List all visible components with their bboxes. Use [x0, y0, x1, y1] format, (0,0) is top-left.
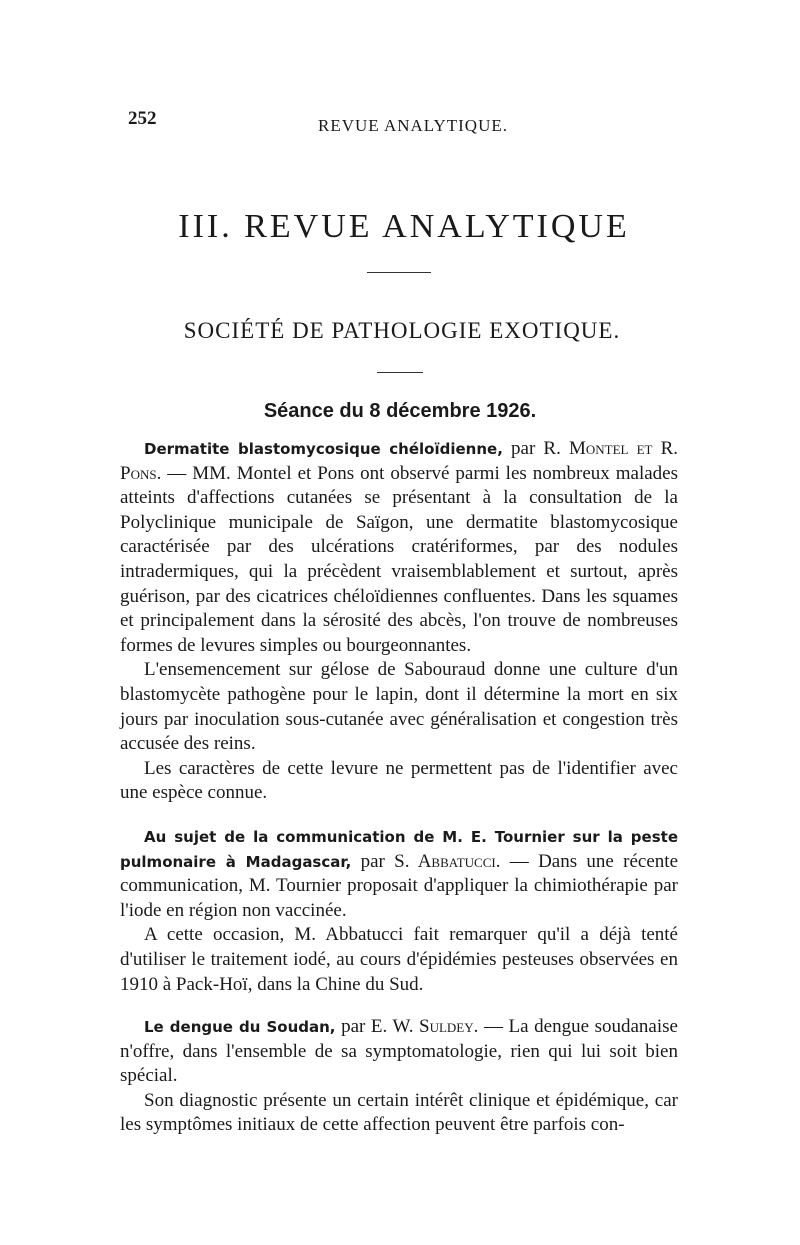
article-peste	[120, 825, 678, 997]
article-title: Au sujet de la communication de M. E. Tournier sur la peste pulmonaire à Madagascar,	[120, 828, 678, 871]
article-dermatite	[120, 437, 678, 806]
article-paragraph: A cette occasion, M. Abbatucci fait remarquer qu'il a déjà tenté d'utiliser le traitement iodé, au cours d'épidémies pesteuses observées en 1910 à Pack-Hoï, dans la Chine du Sud.	[120, 924, 678, 995]
page-number: 252	[128, 108, 157, 129]
title-divider	[367, 272, 431, 273]
session-date: Séance du 8 décembre 1926.	[263, 400, 537, 422]
article-by: par	[502, 438, 544, 459]
article-authors: R. Montel et R. Pons.	[120, 438, 679, 484]
article-text: — MM. Montel et Pons ont observé parmi les nombreux malades atteints d'affections cutanées se présentant à la consultation de la Polyclinique municipale de Saïgon, une dermatite blastomycosique caractérisée par des ulcérations cratériformes, par des nodules intradermiques, qui la précèdent vraisemblablement et surtout, après guérison, par des cicatrices chéloïdiennes confluentes. Dans les squames et principalement dans la sérosité des abcès, l'on trouve de nombreuses formes de levures simples ou bourgeonnantes.	[120, 462, 678, 656]
running-title: REVUE ANALYTIQUE.	[318, 116, 508, 135]
article-authors: S. Abbatucci.	[394, 850, 501, 872]
article-title: Le dengue du Soudan,	[144, 1018, 336, 1036]
article-paragraph: Son diagnostic présente un certain intérêt clinique et épidémique, car les symptômes initiaux de cette affection peuvent être parfois con-	[120, 1089, 678, 1136]
article-text: — La dengue soudanaise n'offre, dans l'ensemble de sa symptomatologie, rien qui lui soit bien spécial.	[120, 1016, 678, 1087]
article-authors: E. W. Suldey.	[370, 1016, 479, 1037]
article-paragraph	[120, 825, 678, 923]
article-paragraph	[120, 1015, 678, 1089]
article-title: Dermatite blastomycosique chéloïdienne,	[144, 440, 503, 458]
article-paragraph: Les caractères de cette levure ne permettent pas de l'identifier avec une espèce connue.	[120, 757, 678, 804]
article-paragraph: L'ensemencement sur gélose de Sabouraud donne une culture d'un blastomycète pathogène pour le lapin, dont il détermine la mort en six jours par inoculation sous-cutanée avec généralisation et congestion très accusée des reins.	[120, 659, 678, 755]
article-by: par	[351, 850, 395, 872]
section-title: III. REVUE ANALYTIQUE	[178, 208, 630, 245]
article-dengue	[120, 1015, 678, 1138]
article-paragraph	[120, 437, 678, 658]
society-title: SOCIÉTÉ DE PATHOLOGIE EXOTIQUE.	[183, 318, 621, 343]
running-head	[118, 108, 688, 138]
article-text: — Dans une récente communication, M. Tournier proposait d'appliquer la chimiothérapie par l'iode en région non vaccinée.	[120, 850, 678, 921]
society-divider	[377, 372, 423, 373]
article-by: par	[335, 1016, 371, 1037]
